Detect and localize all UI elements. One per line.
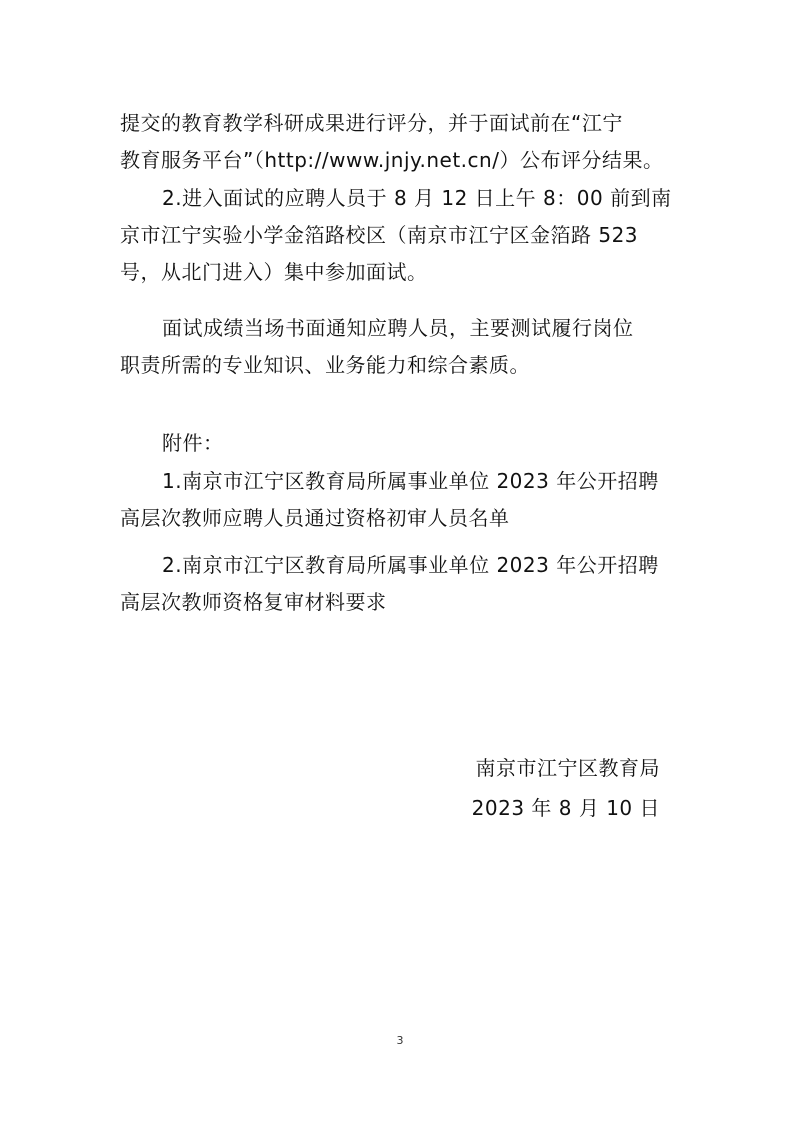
attachment-line: 1.南京市江宁区教育局所属事业单位 2023 年公开招聘 [162,469,659,493]
paragraph-interview-location [120,180,672,291]
attachment-line: 高层次教师资格复审材料要求 [120,590,387,614]
paragraph-line: 提交的教育教学科研成果进行评分，并于面试前在“江宁 [120,111,623,135]
attachment-line: 2.南京市江宁区教育局所属事业单位 2023 年公开招聘 [162,553,659,577]
paragraph-line: 号，从北门进入）集中参加面试。 [120,260,428,284]
attachments-label: 附件： [162,431,224,455]
signature-organization: 南京市江宁区教育局 [475,756,660,780]
attachment-line: 高层次教师应聘人员通过资格初审人员名单 [120,506,510,530]
attachments-heading [120,425,665,462]
paragraph-line: 2.进入面试的应聘人员于 8 月 12 日上午 8：00 前到南 [162,186,672,210]
paragraph-line: 职责所需的专业知识、业务能力和综合素质。 [120,353,530,377]
attachment-item-1 [120,463,665,537]
page-number: 3 [396,1034,404,1047]
paragraph-line: 京市江宁实验小学金箔路校区（南京市江宁区金箔路 523 [120,223,639,247]
attachment-item-2 [120,547,665,621]
paragraph-interview-results [120,310,665,384]
paragraph-scoring [120,105,665,179]
signature-date: 2023 年 8 月 10 日 [471,796,660,820]
paragraph-line: 面试成绩当场书面通知应聘人员，主要测试履行岗位 [162,316,634,340]
paragraph-line: 教育服务平台”（http://www.jnjy.net.cn/）公布评分结果。 [120,148,664,172]
